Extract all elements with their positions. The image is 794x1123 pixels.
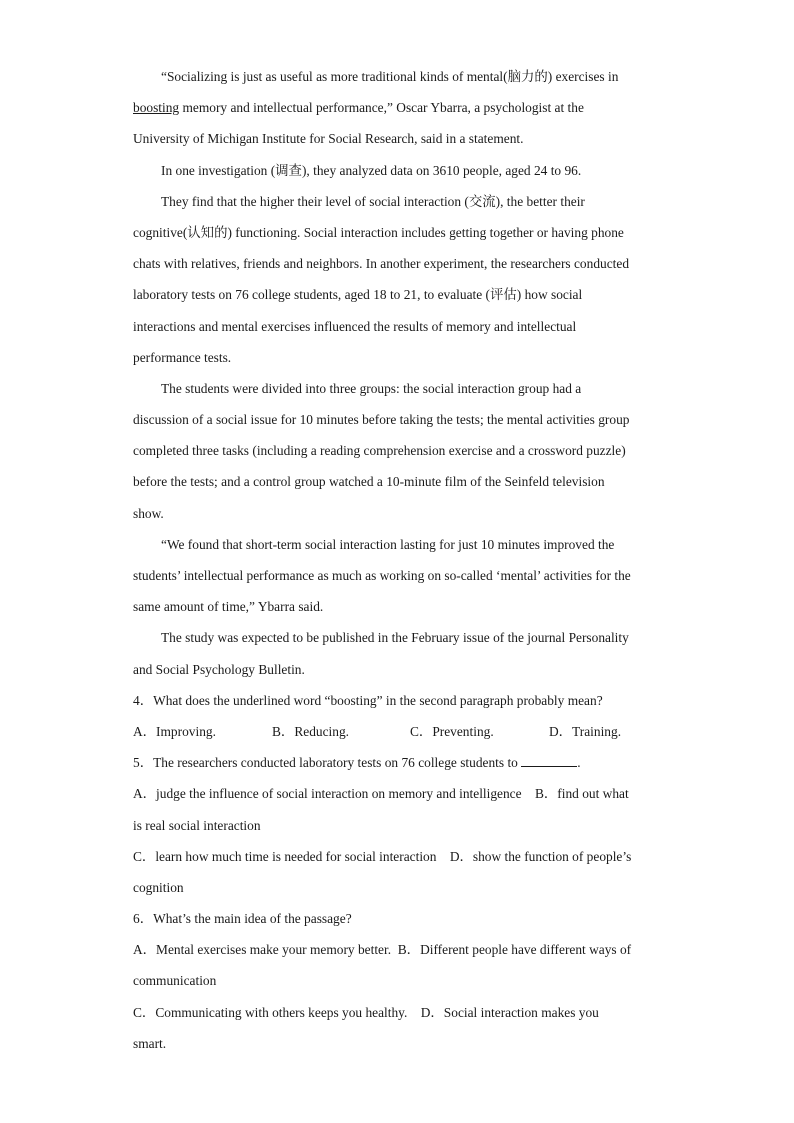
text-line: and Social Psychology Bulletin. [133, 661, 305, 677]
options-line: smart. [133, 1035, 167, 1051]
text-line: show. [133, 505, 164, 521]
question-stem: 4．What does the underlined word “boosting” in the second paragraph probably mean? [133, 692, 603, 708]
question-stem: 6．What’s the main idea of the passage? [133, 911, 352, 927]
options-line: is real social interaction [133, 817, 261, 833]
text-line: In one investigation (调查), they analyzed data on 3610 people, aged 24 to 96. [161, 162, 582, 178]
text-line: “Socializing is just as useful as more traditional kinds of mental(脑力的) exercises in [161, 69, 619, 84]
question-6 [133, 903, 663, 1059]
paragraph-4 [133, 373, 663, 529]
text-line: discussion of a social issue for 10 minutes before taking the tests; the mental activities group [133, 412, 630, 428]
options-line: C．Communicating with others keeps you healthy. D．Social interaction makes you [133, 1004, 599, 1020]
answer-blank [521, 753, 577, 767]
paragraph-5 [133, 529, 663, 623]
paragraph-6 [133, 622, 663, 684]
text-line: performance tests. [133, 349, 232, 365]
options-line: A．judge the influence of social interaction on memory and intelligence B．find out what [133, 786, 629, 802]
stem-end: . [577, 755, 581, 771]
question-4 [133, 685, 663, 747]
options-line: A．Mental exercises make your memory better. B．Different people have different ways of [133, 942, 632, 958]
stem-text: 5．The researchers conducted laboratory tests on 76 college students to [133, 755, 518, 771]
text-line: laboratory tests on 76 college students, aged 18 to 21, to evaluate (评估) how social [133, 287, 583, 303]
text-line: before the tests; and a control group watched a 10-minute film of the Seinfeld television [133, 474, 605, 490]
text-line: They find that the higher their level of social interaction (交流), the better their [161, 193, 585, 209]
text-line: students’ intellectual performance as much as working on so-called ‘mental’ activities for the [133, 568, 631, 583]
text-line: chats with relatives, friends and neighbors. In another experiment, the researchers conducted [133, 256, 630, 272]
question-stem [133, 747, 663, 778]
options-row [133, 716, 663, 747]
text-line: The students were divided into three groups: the social interaction group had a [161, 380, 582, 396]
text-line: cognitive(认知的) functioning. Social interaction includes getting together or having phone [133, 224, 624, 240]
option-b: B．Reducing. [272, 723, 349, 739]
options-line: C．learn how much time is needed for social interaction D．show the function of people’s [133, 848, 632, 864]
text-line: University of Michigan Institute for Social Research, said in a statement. [133, 131, 524, 147]
underlined-word: boosting [133, 100, 180, 116]
paragraph-2 [133, 155, 663, 186]
options-line: communication [133, 973, 217, 989]
question-5 [133, 747, 663, 903]
text-line [133, 92, 663, 123]
text-line: “We found that short-term social interaction lasting for just 10 minutes improved the [161, 536, 615, 552]
options-line: cognition [133, 879, 184, 895]
option-c: C．Preventing. [410, 723, 494, 739]
option-a: A．Improving. [133, 723, 216, 739]
text-line: same amount of time,” Ybarra said. [133, 599, 324, 615]
text-line: The study was expected to be published in the February issue of the journal Personality [161, 630, 629, 646]
paragraph-1 [133, 61, 663, 155]
paragraph-3 [133, 186, 663, 373]
text-line: completed three tasks (including a reading comprehension exercise and a crossword puzzle) [133, 443, 626, 459]
option-d: D．Training. [549, 723, 622, 739]
document-page [133, 61, 663, 1059]
text-line: interactions and mental exercises influenced the results of memory and intellectual [133, 318, 577, 334]
text-span: memory and intellectual performance,” Oscar Ybarra, a psychologist at the [179, 100, 584, 116]
